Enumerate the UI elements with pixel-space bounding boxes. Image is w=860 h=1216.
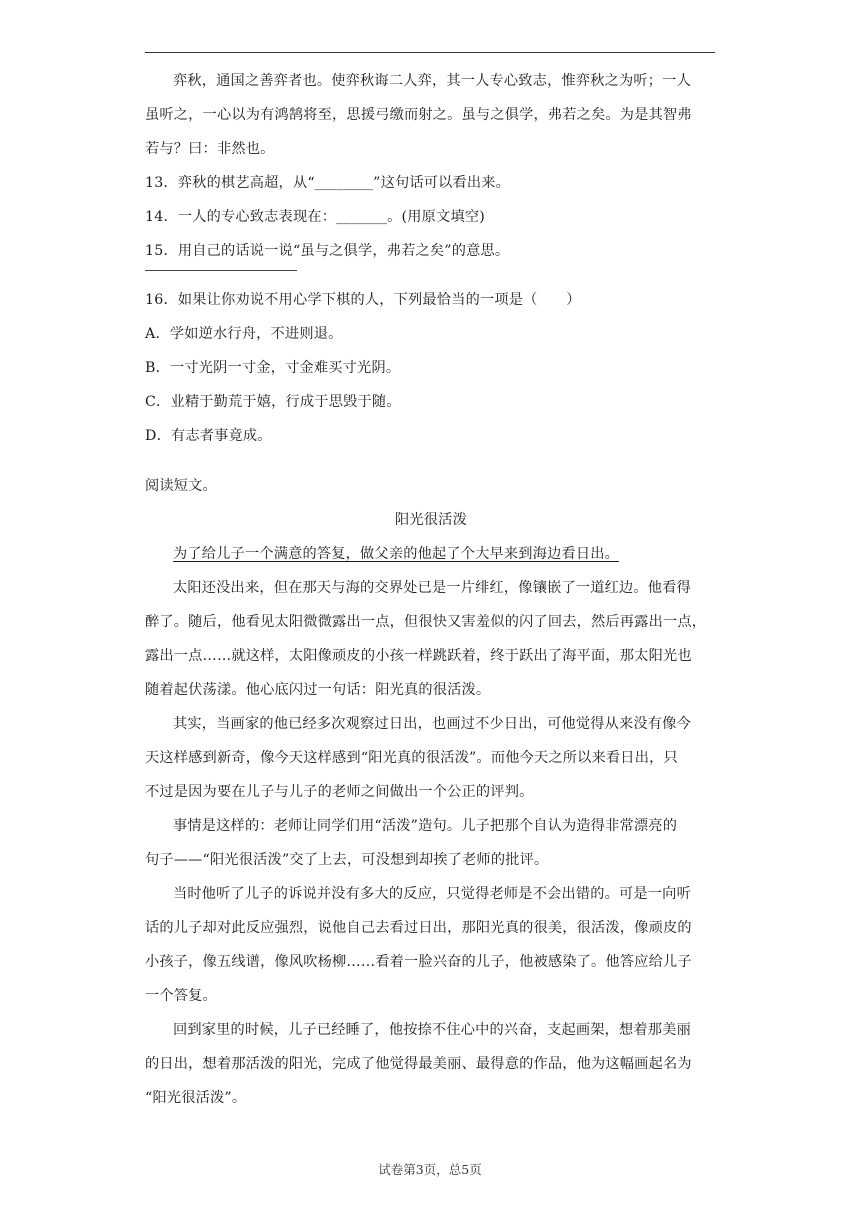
reading-paragraph-1	[145, 571, 717, 707]
question-16	[145, 283, 717, 453]
questions-13-15	[145, 166, 717, 268]
reading-paragraph-5	[145, 1013, 717, 1115]
paragraph-line: 话的儿子却对此反应强烈，说他自己去看过日出，那阳光真的很美，很活泼，像顽皮的	[145, 920, 692, 936]
paragraph-line: 露出一点……就这样，太阳像顽皮的小孩一样跳跃着，终于跃出了海平面，那太阳光也	[145, 648, 692, 664]
header-rule	[145, 52, 715, 53]
option-a: A．学如逆水行舟，不进则退。	[145, 326, 343, 342]
reading-section	[145, 469, 717, 1115]
question-15: 15．用自己的话说一说“虽与之俱学，弗若之矣”的意思。	[145, 243, 510, 259]
paragraph-line: 当时他听了儿子的诉说并没有多大的反应，只觉得老师是不会出错的。可是一向听	[173, 886, 691, 902]
paragraph-line: 句子——“阳光很活泼”交了上去，可没想到却挨了老师的批评。	[145, 852, 549, 868]
underlined-sentence	[145, 537, 717, 571]
reading-title: 阳光很活泼	[395, 512, 467, 528]
paragraph-line: 醉了。随后，他看见太阳微微露出一点，但很快又害羞似的闪了回去，然后再露出一点，	[145, 614, 707, 630]
paragraph-line: 天这样感到新奇，像今天这样感到“阳光真的很活泼”。而他今天之所以来看日出，只	[145, 750, 678, 766]
paragraph-line: 其实，当画家的他已经多次观察过日出，也画过不少日出，可他觉得从来没有像今	[173, 716, 691, 732]
paragraph-line: 一个答复。	[145, 988, 217, 1004]
paragraph-line: 的日出，想着那活泼的阳光，完成了他觉得最美丽、最得意的作品，他为这幅画起名为	[145, 1056, 692, 1072]
passage-line: 虽听之，一心以为有鸿鹄将至，思援弓缴而射之。虽与之俱学，弗若之矣。为是其智弗	[145, 107, 692, 123]
option-b: B．一寸光阴一寸金，寸金难买寸光阴。	[145, 360, 401, 376]
paragraph-line: 回到家里的时候，儿子已经睡了，他按捺不住心中的兴奋，支起画架，想着那美丽	[173, 1022, 691, 1038]
passage-line: 弈秋，通国之善弈者也。使弈秋诲二人弈，其一人专心致志，惟弈秋之为听；一人	[173, 73, 691, 89]
question-13: 13．弈秋的棋艺高超，从“________”这句话可以看出来。	[145, 175, 511, 191]
question-16-stem: 16．如果让你劝说不用心学下棋的人，下列最恰当的一项是（ ）	[145, 292, 581, 308]
question-14: 14．一人的专心致志表现在：_______。(用原文填空)	[145, 209, 485, 225]
answer-line	[145, 270, 297, 271]
paragraph-line: 随着起伏荡漾。他心底闪过一句话：阳光真的很活泼。	[145, 682, 491, 698]
reading-paragraph-2	[145, 707, 717, 809]
paragraph-line: 小孩子，像五线谱，像风吹杨柳……看着一脸兴奋的儿子，他被感染了。他答应给儿子	[145, 954, 692, 970]
paragraph-line: “阳光很活泼”。	[145, 1090, 247, 1106]
option-c: C．业精于勤荒于嬉，行成于思毁于随。	[145, 394, 401, 410]
paragraph-line: 事情是这样的：老师让同学们用“活泼”造句。儿子把那个自认为造得非常漂亮的	[173, 818, 678, 834]
option-d: D．有志者事竟成。	[145, 428, 272, 444]
paragraph-line: 不过是因为要在儿子与儿子的老师之间做出一个公正的评判。	[145, 784, 534, 800]
passage-line: 若与？曰：非然也。	[145, 141, 275, 157]
passage-yiqiu	[145, 64, 717, 166]
page-footer: 试卷第3页，总5页	[378, 1162, 482, 1177]
reading-paragraph-3	[145, 809, 717, 877]
underlined-text: 为了给儿子一个满意的答复，做父亲的他起了个大早来到海边看日出。	[173, 546, 620, 562]
reading-paragraph-4	[145, 877, 717, 1013]
reading-instruction: 阅读短文。	[145, 478, 217, 494]
page-content	[145, 64, 717, 1115]
paragraph-line: 太阳还没出来，但在那天与海的交界处已是一片绯红，像镶嵌了一道红边。他看得	[173, 580, 691, 596]
